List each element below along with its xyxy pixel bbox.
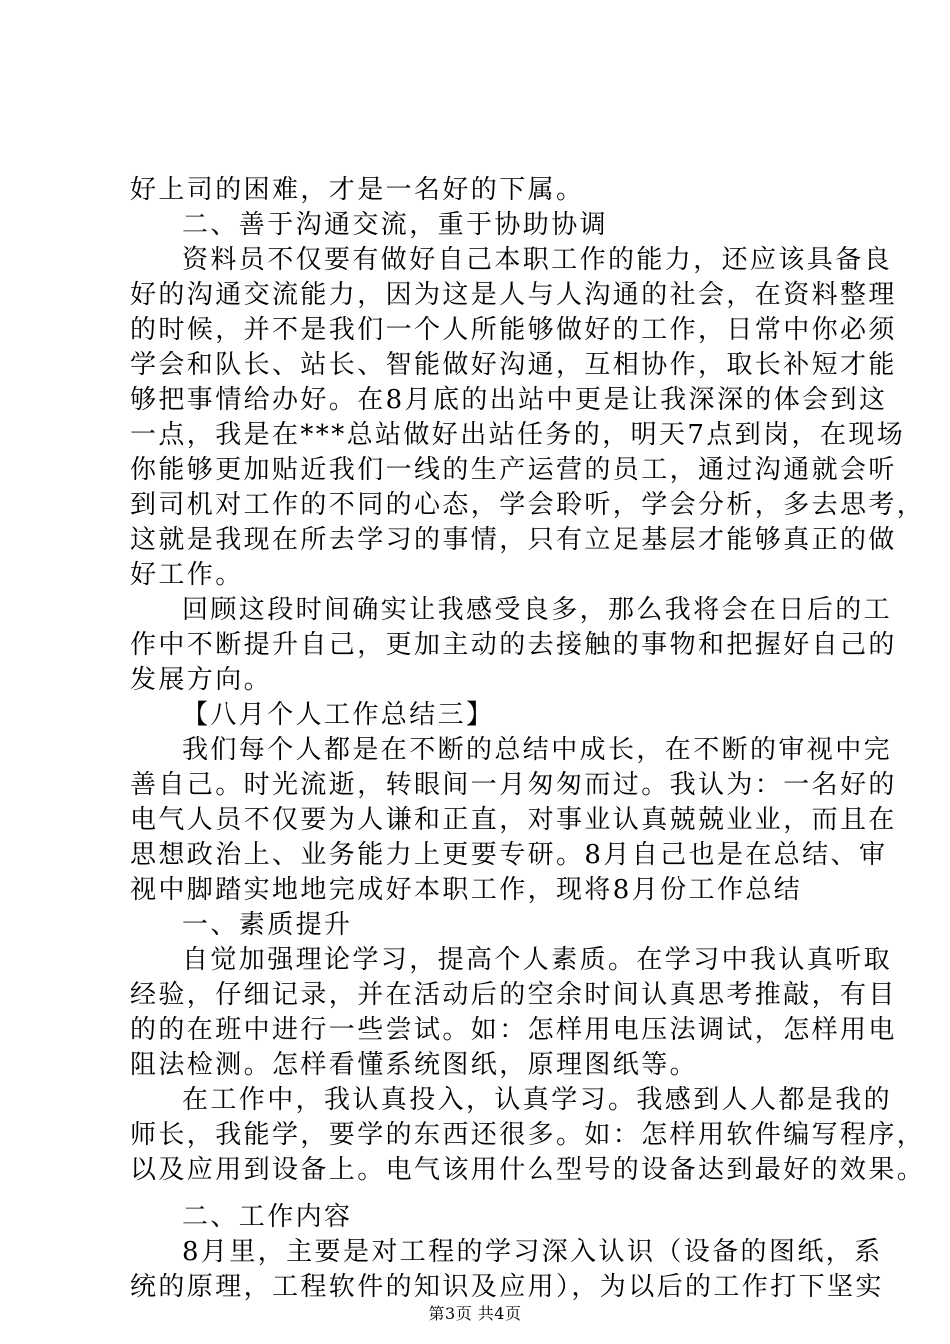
text-line: 这就是我现在所去学习的事情，只有立足基层才能够真正的做: [130, 525, 897, 555]
text-line: 好工作。: [130, 560, 244, 590]
text-line: 一点，我是在***总站做好出站任务的，明天7点到岗，在现场: [130, 420, 906, 450]
page-footer: 第3页 共4页: [428, 1304, 522, 1323]
text-line: 好的沟通交流能力，因为这是人与人沟通的社会，在资料整理: [130, 280, 897, 310]
text-line: 回顾这段时间确实让我感受良多，那么我将会在日后的工: [182, 595, 893, 625]
section-title: 【八月个人工作总结三】: [182, 700, 495, 730]
text-line: 视中脚踏实地地完成好本职工作，现将8月份工作总结: [130, 875, 803, 905]
text-line: 统的原理，工程软件的知识及应用），为以后的工作打下坚实: [130, 1272, 884, 1302]
section-heading: 一、素质提升: [182, 910, 353, 940]
text-line: 思想政治上、业务能力上更要专研。8月自己也是在总结、审: [130, 840, 888, 870]
text-line: 8月里，主要是对工程的学习深入认识（设备的图纸，系: [182, 1237, 883, 1267]
text-line: 以及应用到设备上。电气该用什么型号的设备达到最好的效果。: [130, 1155, 926, 1185]
section-heading: 二、工作内容: [182, 1202, 353, 1232]
text-line: 的时候，并不是我们一个人所能够做好的工作，日常中你必须: [130, 315, 897, 345]
text-line: 资料员不仅要有做好自己本职工作的能力，还应该具备良: [182, 245, 893, 275]
text-line: 经验，仔细记录，并在活动后的空余时间认真思考推敲，有目: [130, 980, 897, 1010]
text-line: 的的在班中进行一些尝试。如：怎样用电压法调试，怎样用电: [130, 1015, 897, 1045]
text-line: 善自己。时光流逝，转眼间一月匆匆而过。我认为：一名好的: [130, 770, 897, 800]
text-line: 电气人员不仅要为人谦和正直，对事业认真兢兢业业，而且在: [130, 805, 897, 835]
text-line: 学会和队长、站长、智能做好沟通，互相协作，取长补短才能: [130, 350, 897, 380]
text-line: 作中不断提升自己，更加主动的去接触的事物和把握好自己的: [130, 630, 897, 660]
text-line: 阻法检测。怎样看懂系统图纸，原理图纸等。: [130, 1050, 699, 1080]
text-line: 在工作中，我认真投入，认真学习。我感到人人都是我的: [182, 1085, 893, 1115]
text-line: 我们每个人都是在不断的总结中成长，在不断的审视中完: [182, 735, 893, 765]
text-line: 发展方向。: [130, 665, 273, 695]
text-line: 到司机对工作的不同的心态，学会聆听，学会分析，多去思考，: [130, 490, 926, 520]
section-heading: 二、善于沟通交流，重于协助协调: [182, 210, 609, 240]
text-line: 够把事情给办好。在8月底的出站中更是让我深深的体会到这: [130, 385, 888, 415]
text-line: 自觉加强理论学习，提高个人素质。在学习中我认真听取: [182, 945, 893, 975]
text-line: 好上司的困难，才是一名好的下属。: [130, 175, 585, 205]
text-line: 你能够更加贴近我们一线的生产运营的员工，通过沟通就会听: [130, 455, 897, 485]
text-line: 师长，我能学，要学的东西还很多。如：怎样用软件编写程序，: [130, 1120, 926, 1150]
